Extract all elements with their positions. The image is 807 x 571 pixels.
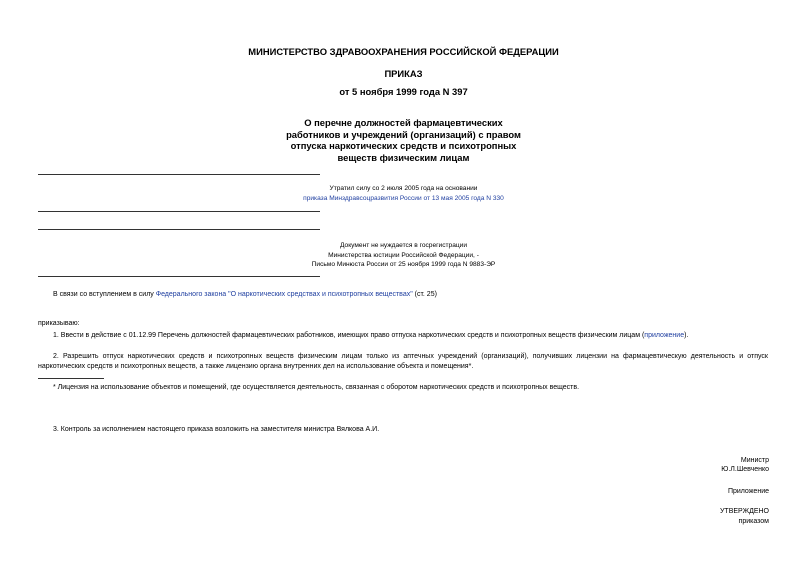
preamble-text-end: (ст. 25) — [412, 291, 437, 298]
divider — [38, 174, 320, 175]
item-1-end: ). — [684, 332, 689, 339]
registration-line: Письмо Минюста России от 25 ноября 1999 года N 9883-ЭР — [311, 261, 496, 269]
doc-type-heading: ПРИКАЗ — [384, 68, 423, 79]
subject-heading — [0, 117, 807, 163]
footnote: * Лицензия на использование объектов и помещений, где осуществляется деятельность, связанная с оборотом наркотических средств и психотропных веществ. — [53, 384, 580, 391]
approved-by: приказом — [738, 518, 769, 525]
ministry-heading: МИНИСТЕРСТВО ЗДРАВООХРАНЕНИЯ РОССИЙСКОЙ ФЕДЕРАЦИИ — [248, 46, 559, 57]
status-note-text: Утратил силу со 2 июля 2005 года на основании — [329, 185, 478, 192]
appendix-label: Приложение — [727, 488, 769, 495]
status-note — [0, 184, 807, 203]
subject-line: О перечне должностей фармацевтических — [304, 117, 503, 128]
approved-label: УТВЕРЖДЕНО — [719, 508, 769, 515]
subject-line: отпуска наркотических средств и психотропных — [290, 140, 517, 151]
item-2: 2. Разрешить отпуск наркотических средств и психотропных веществ физическим лицам только из аптечных учреждений (организаций), получивших лицензии на фармацевтическую деятельность и отпуск наркотических средств и психотропных веществ, а также лицензию органа внутренних дел на использование объекта и помещения*. — [38, 353, 768, 370]
preamble — [53, 291, 437, 298]
divider — [38, 211, 320, 212]
registration-line: Министерства юстиции Российской Федерации, - — [328, 251, 479, 259]
footnote-divider — [38, 378, 104, 379]
subject-line: работников и учреждений (организаций) с правом — [286, 128, 521, 140]
divider — [38, 229, 320, 230]
federal-law-link[interactable]: Федерального закона "О наркотических средствах и психотропных веществах" — [155, 291, 413, 298]
preamble-text: В связи со вступлением в силу — [53, 291, 156, 298]
item-1-text: 1. Ввести в действие с 01.12.99 Перечень должностей фармацевтических работников, имеющих право отпуска наркотических средств и психотропных веществ физическим лицам ( — [53, 332, 645, 339]
divider — [38, 276, 320, 277]
signature-title: Министр — [740, 457, 769, 464]
signature-name: Ю.Л.Шевченко — [721, 466, 769, 473]
order-word: приказываю: — [38, 320, 80, 327]
repeal-order-link[interactable]: приказа Минздравсоцразвития России от 13 мая 2005 года N 330 — [303, 194, 504, 202]
registration-line: Документ не нуждается в госрегистрации — [339, 242, 468, 249]
date-number-heading: от 5 ноября 1999 года N 397 — [339, 86, 468, 97]
item-1 — [53, 332, 773, 339]
appendix-link[interactable]: приложение — [644, 332, 685, 339]
registration-note — [0, 241, 807, 270]
subject-line: веществ физическим лицам — [337, 151, 470, 163]
item-3: 3. Контроль за исполнением настоящего приказа возложить на заместителя министра Вялкова А.И. — [53, 426, 380, 433]
